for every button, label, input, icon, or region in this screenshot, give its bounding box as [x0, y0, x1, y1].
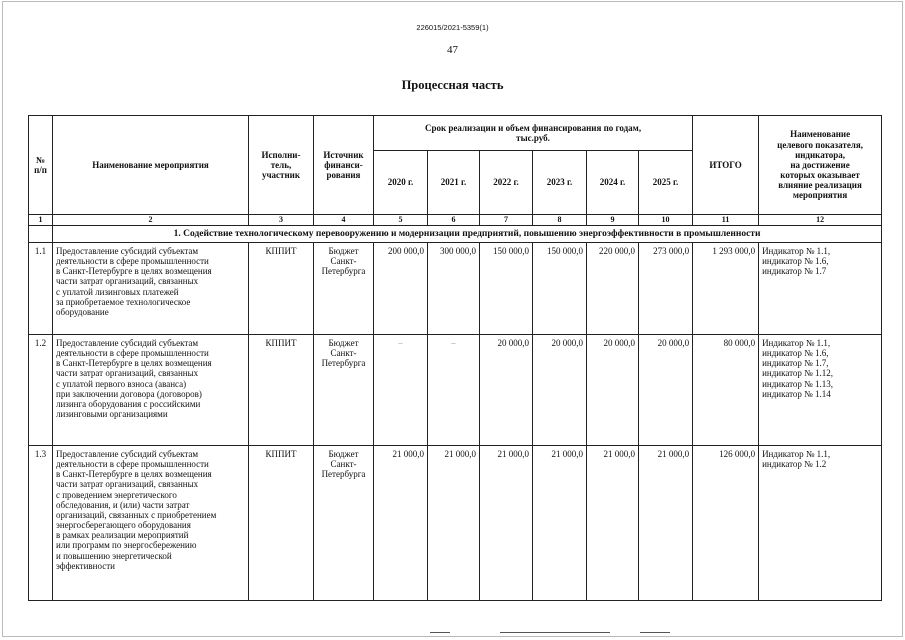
row-source: Бюджет Санкт- Петербурга: [314, 446, 374, 601]
header-year-2021: 2021 г.: [428, 151, 480, 215]
row-2025: 273 000,0: [639, 243, 693, 335]
row-num: 1.1: [29, 243, 53, 335]
column-number: 5: [374, 215, 428, 226]
table-row: [29, 335, 882, 446]
column-number: 10: [639, 215, 693, 226]
row-indicators: Индикатор № 1.1, индикатор № 1.6, индикатор № 1.7, индикатор № 1.12, индикатор № 1.13, индикатор № 1.14: [759, 335, 882, 446]
header-year-2024: 2024 г.: [587, 151, 639, 215]
header-source: Источник финанси- рования: [314, 116, 374, 215]
column-number: 2: [53, 215, 249, 226]
row-executor: КППИТ: [249, 335, 314, 446]
column-number: 4: [314, 215, 374, 226]
section-row: [29, 226, 882, 243]
header-num: № п/п: [29, 116, 53, 215]
row-2025: 20 000,0: [639, 335, 693, 446]
column-number: 6: [428, 215, 480, 226]
page-number: 47: [447, 44, 458, 56]
row-executor: КППИТ: [249, 446, 314, 601]
row-2024: 21 000,0: [587, 446, 639, 601]
header-total: ИТОГО: [693, 116, 759, 215]
row-2024: 220 000,0: [587, 243, 639, 335]
row-name: Предоставление субсидий субъектам деятельности в сфере промышленности в Санкт-Петербурге в целях возмещения части затрат организаций, связанных с уплатой лизинговых платежей за приобретаемое технологическое оборудование: [53, 243, 249, 335]
bottom-scan-rule: [0, 632, 905, 633]
section-title: 1. Содействие технологическому перевооружению и модернизации предприятий, повышению энергоэффективности в промышленности: [53, 226, 882, 243]
header-executor: Исполни- тель, участник: [249, 116, 314, 215]
table-row: [29, 243, 882, 335]
row-total: 80 000,0: [693, 335, 759, 446]
header-year-2025: 2025 г.: [639, 151, 693, 215]
row-2021: –: [428, 335, 480, 446]
column-number: 11: [693, 215, 759, 226]
column-number: 1: [29, 215, 53, 226]
row-2023: 150 000,0: [533, 243, 587, 335]
row-name: Предоставление субсидий субъектам деятельности в сфере промышленности в Санкт-Петербурге в целях возмещения части затрат организаций, связанных с проведением энергетического обследования, и (или) части затрат организаций, связанных с приобретением энергосберегающего оборудования в рамках реализации мероприятий или программ по энергосбережению и повышению энергетической эффективности: [53, 446, 249, 601]
row-indicators: Индикатор № 1.1, индикатор № 1.2: [759, 446, 882, 601]
header-row-1: [29, 116, 882, 151]
row-num: 1.3: [29, 446, 53, 601]
row-total: 126 000,0: [693, 446, 759, 601]
row-2022: 20 000,0: [480, 335, 533, 446]
column-number: 7: [480, 215, 533, 226]
row-source: Бюджет Санкт- Петербурга: [314, 243, 374, 335]
row-2024: 20 000,0: [587, 335, 639, 446]
header-indicator: Наименование целевого показателя, индикатора, на достижение которых оказывает влияние реализация мероприятия: [759, 116, 882, 215]
header-period-group: Срок реализации и объем финансирования по годам, тыс.руб.: [374, 116, 693, 151]
row-2023: 21 000,0: [533, 446, 587, 601]
row-source: Бюджет Санкт- Петербурга: [314, 335, 374, 446]
page-title: Процессная часть: [401, 78, 504, 92]
header-year-2022: 2022 г.: [480, 151, 533, 215]
header-name: Наименование мероприятия: [53, 116, 249, 215]
column-number: 3: [249, 215, 314, 226]
row-2020: 200 000,0: [374, 243, 428, 335]
column-number: 12: [759, 215, 882, 226]
section-num-cell: [29, 226, 53, 243]
row-total: 1 293 000,0: [693, 243, 759, 335]
column-number: 9: [587, 215, 639, 226]
row-2022: 150 000,0: [480, 243, 533, 335]
table-row: [29, 446, 882, 601]
row-name: Предоставление субсидий субъектам деятельности в сфере промышленности в Санкт-Петербурге в целях возмещения части затрат организаций, связанных с уплатой первого взноса (аванса) при заключении договора (договоров) лизинга оборудования с российскими лизинговыми организациями: [53, 335, 249, 446]
row-2021: 21 000,0: [428, 446, 480, 601]
row-2023: 20 000,0: [533, 335, 587, 446]
column-number-row: [29, 215, 882, 226]
row-indicators: Индикатор № 1.1, индикатор № 1.6, индикатор № 1.7: [759, 243, 882, 335]
row-2020: –: [374, 335, 428, 446]
row-executor: КППИТ: [249, 243, 314, 335]
row-num: 1.2: [29, 335, 53, 446]
row-2025: 21 000,0: [639, 446, 693, 601]
header-year-2023: 2023 г.: [533, 151, 587, 215]
row-2021: 300 000,0: [428, 243, 480, 335]
row-2022: 21 000,0: [480, 446, 533, 601]
header-year-2020: 2020 г.: [374, 151, 428, 215]
process-table: [28, 115, 882, 601]
document-number: 226015/2021-5359(1): [416, 23, 489, 32]
column-number: 8: [533, 215, 587, 226]
row-2020: 21 000,0: [374, 446, 428, 601]
